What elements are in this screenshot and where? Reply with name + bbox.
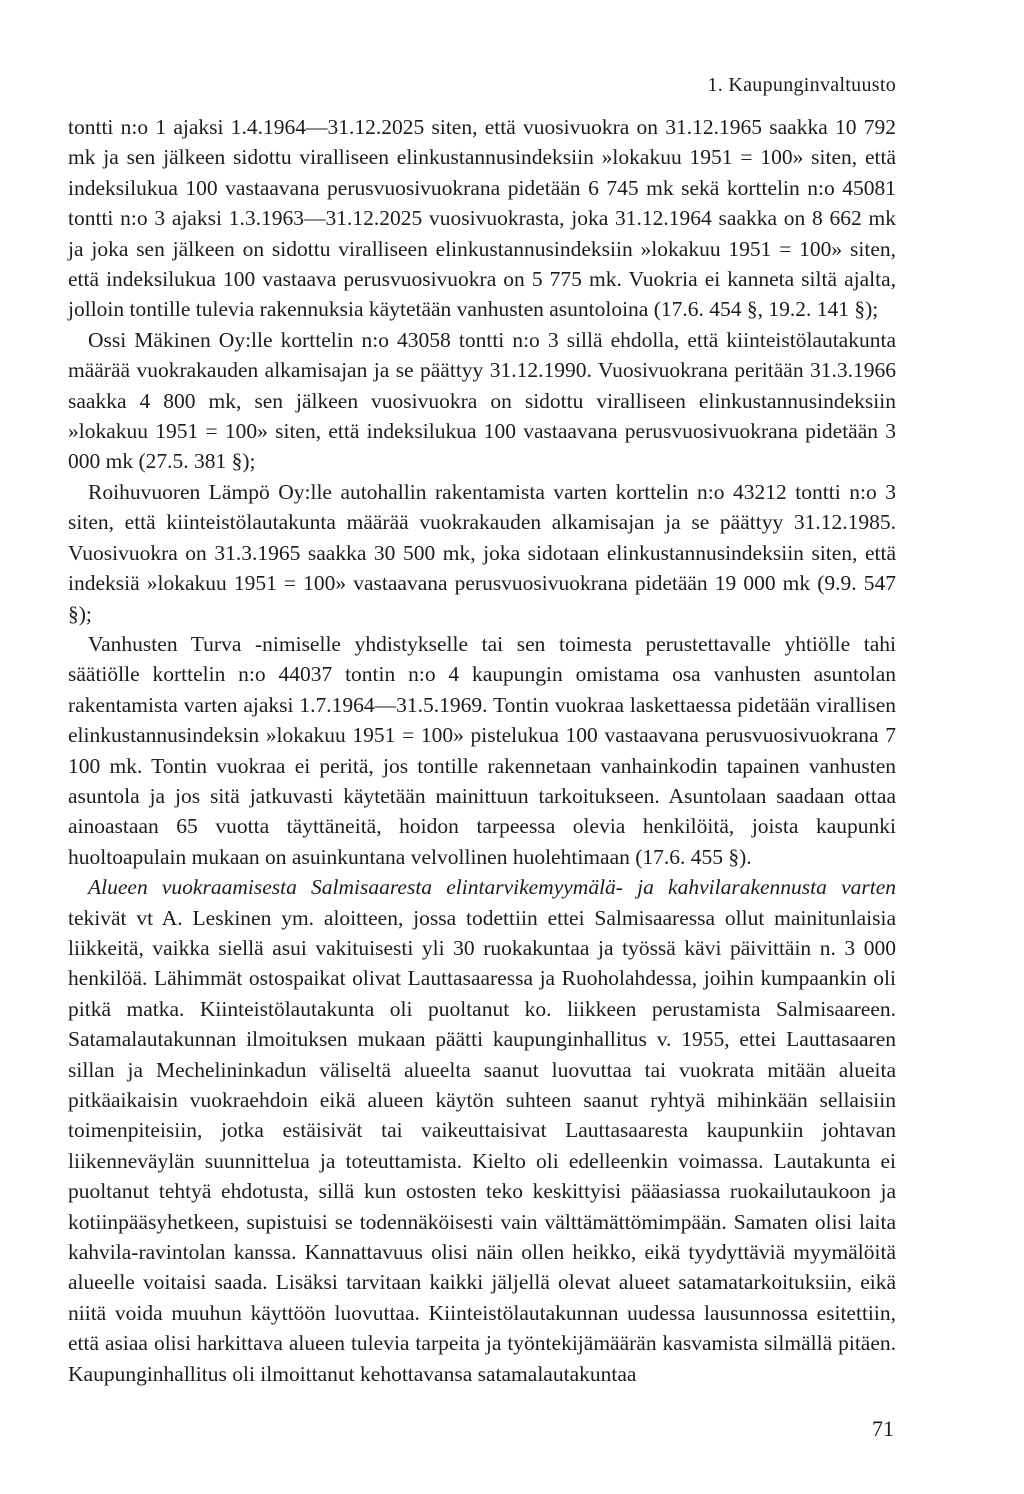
page-number: 71 xyxy=(872,1416,894,1441)
paragraph-lead-italic: Alueen vuokraamisesta Salmisaaresta elintarvikemyymälä- ja kahvilarakennusta varten xyxy=(88,875,896,900)
paragraph-roihuvuoren-lampo: Roihuvuoren Lämpö Oy:lle autohallin rakentamista varten korttelin n:o 43212 tontti n:o 3 siten, että kiinteistölautakunta määrää vuokrakauden alkamisajan ja se päättyy 31.12.1985. Vuosivuokra on 31.3.1965 saakka 30 500 mk, joka sidotaan elinkustannusindeksiin siten, että indeksiä »lokakuu 1951 = 100» vastaavana perusvuosivuokrana pidetään 19 000 mk (9.9. 547 §); xyxy=(68,479,896,626)
running-title: 1. Kaupunginvaltuusto xyxy=(707,74,896,96)
paragraph-vanhusten-turva: Vanhusten Turva -nimiselle yhdistykselle tai sen toimesta perustettavalle yhtiölle tahi säätiölle korttelin n:o 44037 tontin n:o 4 kaupungin omistama osa vanhusten asuntolan rakentamista varten ajaksi 1.7.1964—31.5.1969. Tontin vuokraa laskettaessa pidetään virallisen elinkustannusindeksin »lokakuu 1951 = 100» pistelukua 100 vastaavana perusvuosivuokrana 7 100 mk. Tontin vuokraa ei peritä, jos tontille rakennetaan vanhainkodin tapainen vanhusten asuntola ja jos sitä jatkuvasti käytetään mainittuun tarkoitukseen. Asuntolaan saadaan ottaa ainoastaan 65 vuotta täyttäneitä, hoidon tarpeessa olevia henkilöitä, joista kaupunki huoltoapulain mukaan on asuinkuntana velvollinen huolehtimaan (17.6. 455 §). xyxy=(68,631,896,869)
body-text xyxy=(68,112,896,1389)
paragraph-ossi-makinen: Ossi Mäkinen Oy:lle korttelin n:o 43058 tontti n:o 3 sillä ehdolla, että kiinteistölautakunta määrää vuokrakauden alkamisajan ja se päättyy 31.12.1990. Vuosivuokrana peritään 31.3.1966 saakka 4 800 mk, sen jälkeen vuosivuokra on sidottu viralliseen elinkustannusindeksiin »lokakuu 1951 = 100» siten, että indeksilukua 100 vastaavana perusvuosivuokrana pidetään 3 000 mk (27.5. 381 §); xyxy=(68,327,896,474)
paragraph-salmisaari xyxy=(68,872,896,1389)
paragraph-body: tekivät vt A. Leskinen ym. aloitteen, jossa todettiin ettei Salmisaaressa ollut mainitunlaisia liikkeitä, vaikka siellä asui vakituisesti yli 30 ruokakuntaa ja työssä kävi päivittäin n. 3 000 henkilöä. Lähimmät ostospaikat olivat Lauttasaaressa ja Ruoholahdessa, joihin kumpaankin oli pitkä matka. Kiinteistölautakunta oli puoltanut ko. liikkeen perustamista Salmisaareen. Satamalautakunnan ilmoituksen mukaan päätti kaupunginhallitus v. 1955, ettei Lauttasaaren sillan ja Mechelininkadun väliseltä alueelta saanut luovuttaa tai vuokrata mitään alueita pitkäaikaisin vuokraehdoin eikä alueen käytön suhteen saanut ryhtyä mihinkään sellaisiin toimenpiteisiin, jotka estäisivät tai vaikeuttaisivat Lauttasaaresta kaupunkiin johtavan liikenneväylän suunnittelua ja toteuttamista. Kielto oli edelleenkin voimassa. Lautakunta ei puoltanut tehtyä ehdotusta, sillä kun ostosten teko keskittyisi pääasiassa ruokailutaukoon ja kotiinpääsyhetkeen, supistuisi se todennäköisesti vain välttämättömimpään. Samaten olisi laita kahvila-ravintolan kanssa. Kannattavuus olisi näin ollen heikko, eikä tyydyttäviä myymälöitä alueelle voitaisi saada. Lisäksi tarvitaan kaikki jäljellä olevat alueet satamatarkoituksiin, eikä niitä voida muuhun käyttöön luovuttaa. Kiinteistölautakunnan uudessa lausunnossa esitettiin, että asiaa olisi harkittava alueen tulevia tarpeita ja työntekijämäärän kasvamista silmällä pitäen. Kaupunginhallitus oli ilmoittanut kehottavansa satamalautakuntaa xyxy=(68,905,896,1386)
paragraph-lease-continuation: tontti n:o 1 ajaksi 1.4.1964—31.12.2025 siten, että vuosivuokra on 31.12.1965 saakka 10 792 mk ja sen jälkeen sidottu viralliseen elinkustannusindeksiin »lokakuu 1951 = 100» siten, että indeksilukua 100 vastaavana perusvuosivuokrana pidetään 6 745 mk sekä korttelin n:o 45081 tontti n:o 3 ajaksi 1.3.1963—31.12.2025 vuosivuokrasta, joka 31.12.1964 saakka on 8 662 mk ja joka sen jälkeen on sidottu viralliseen elinkustannusindeksiin »lokakuu 1951 = 100» siten, että indeksilukua 100 vastaava perusvuosivuokra on 5 775 mk. Vuokria ei kanneta siltä ajalta, jolloin tontille tulevia rakennuksia käytetään vanhusten asuntoloina (17.6. 454 §, 19.2. 141 §); xyxy=(68,115,896,322)
